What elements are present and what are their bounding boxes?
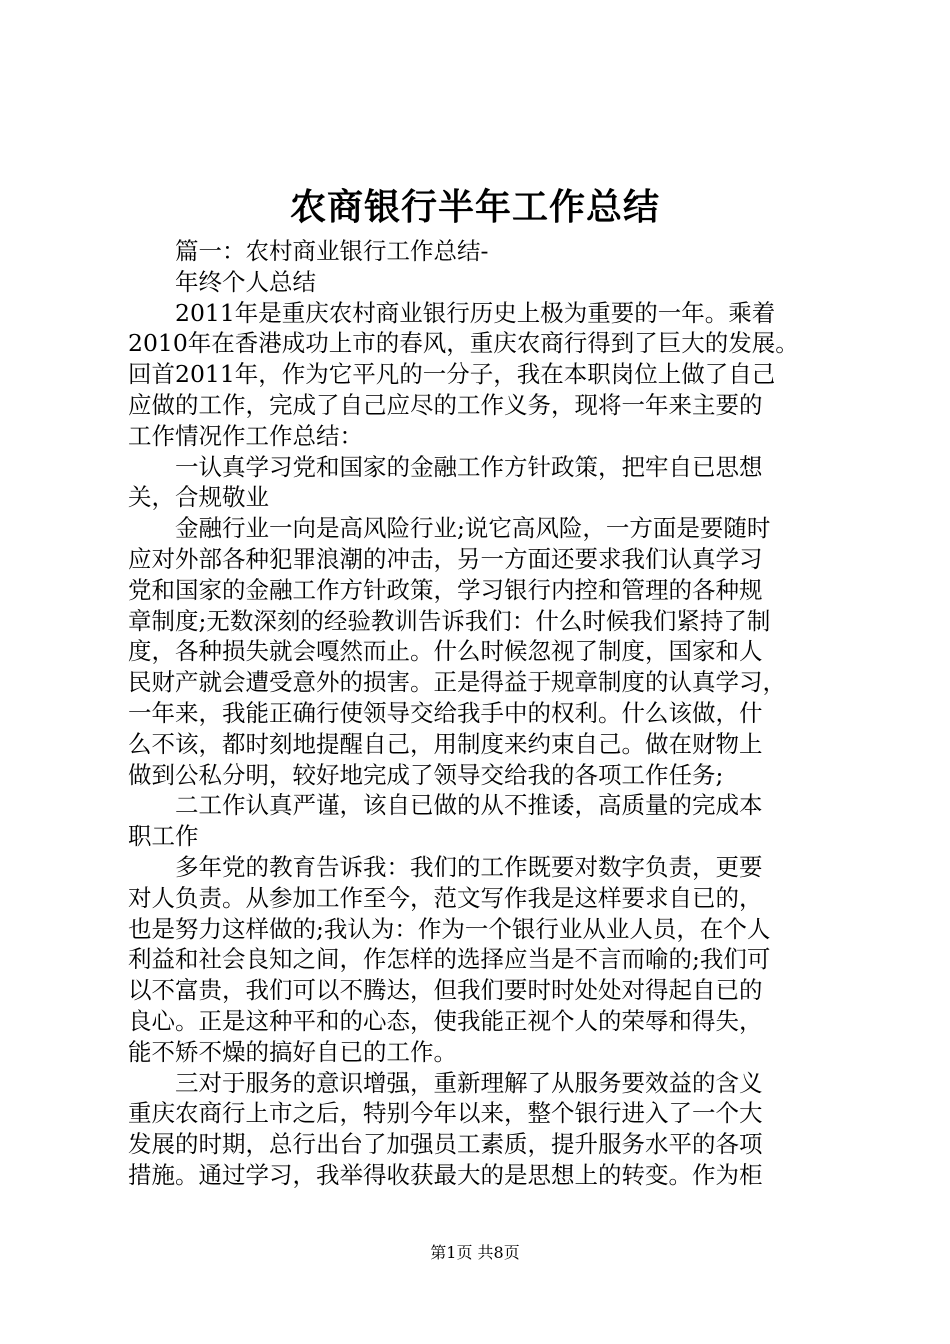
body-line: 良心。正是这种平和的心态，使我能正视个人的荣辱和得失， (128, 1006, 763, 1035)
body-line: 二工作认真严谨，该自已做的从不推诿，高质量的完成本 (175, 791, 763, 820)
document-title: 农商银行半年工作总结 (289, 186, 660, 228)
body-line: 多年党的教育告诉我：我们的工作既要对数字负责，更要 (175, 852, 763, 881)
body-line: 发展的时期，总行出台了加强员工素质，提升服务水平的各项 (128, 1130, 763, 1159)
body-line: 利益和社会良知之间，作怎样的选择应当是不言而喻的;我们可 (128, 945, 771, 974)
body-line: 2010年在香港成功上市的春风，重庆农商行得到了巨大的发展。 (128, 329, 799, 358)
body-line: 回首2011年，作为它平凡的一分子，我在本职岗位上做了自己 (128, 360, 776, 389)
body-line: 关，合规敬业 (128, 483, 269, 512)
body-line: 章制度;无数深刻的经验教训告诉我们：什么时候我们紧持了制 (128, 606, 771, 635)
body-line: 党和国家的金融工作方针政策，学习银行内控和管理的各种规 (128, 575, 763, 604)
body-line: 重庆农商行上市之后，特别今年以来，整个银行进入了一个大 (128, 1099, 763, 1128)
body-line: 职工作 (128, 822, 199, 851)
body-line: 做到公私分明，较好地完成了领导交给我的各项工作任务; (128, 760, 724, 789)
document-body (128, 236, 840, 1191)
body-line: 么不该，都时刻地提醒自己，用制度来约束自己。做在财物上 (128, 729, 763, 758)
body-line: 对人负责。从参加工作至今，范文写作我是这样要求自已的， (128, 883, 763, 912)
body-line: 年终个人总结 (175, 267, 316, 296)
body-line: 措施。通过学习，我举得收获最大的是思想上的转变。作为柜 (128, 1160, 763, 1189)
body-line: 一认真学习党和国家的金融工作方针政策，把牢自已思想 (175, 452, 763, 481)
body-line: 一年来，我能正确行使领导交给我手中的权利。什么该做，什 (128, 698, 763, 727)
body-line: 三对于服务的意识增强，重新理解了从服务要效益的含义 (175, 1068, 763, 1097)
body-line: 能不矫不燥的搞好自已的工作。 (128, 1037, 457, 1066)
body-line: 以不富贵，我们可以不腾达，但我们要时时处处对得起自已的 (128, 976, 763, 1005)
body-line: 工作情况作工作总结： (128, 421, 363, 450)
body-line: 应对外部各种犯罪浪潮的冲击，另一方面还要求我们认真学习 (128, 544, 763, 573)
body-line: 应做的工作，完成了自己应尽的工作义务，现将一年来主要的 (128, 390, 763, 419)
body-line: 民财产就会遭受意外的损害。正是得益于规章制度的认真学习， (128, 668, 786, 697)
body-line: 篇一：农村商业银行工作总结- (175, 237, 489, 265)
body-line: 金融行业一向是高风险行业;说它高风险，一方面是要随时 (175, 514, 771, 543)
page-footer: 第1页 共8页 (430, 1243, 520, 1262)
body-line: 2011年是重庆农村商业银行历史上极为重要的一年。乘着 (175, 298, 776, 327)
body-line: 度，各种损失就会嘎然而止。什么时候忽视了制度，国家和人 (128, 637, 763, 666)
body-line: 也是努力这样做的;我认为：作为一个银行业从业人员，在个人 (128, 914, 771, 943)
